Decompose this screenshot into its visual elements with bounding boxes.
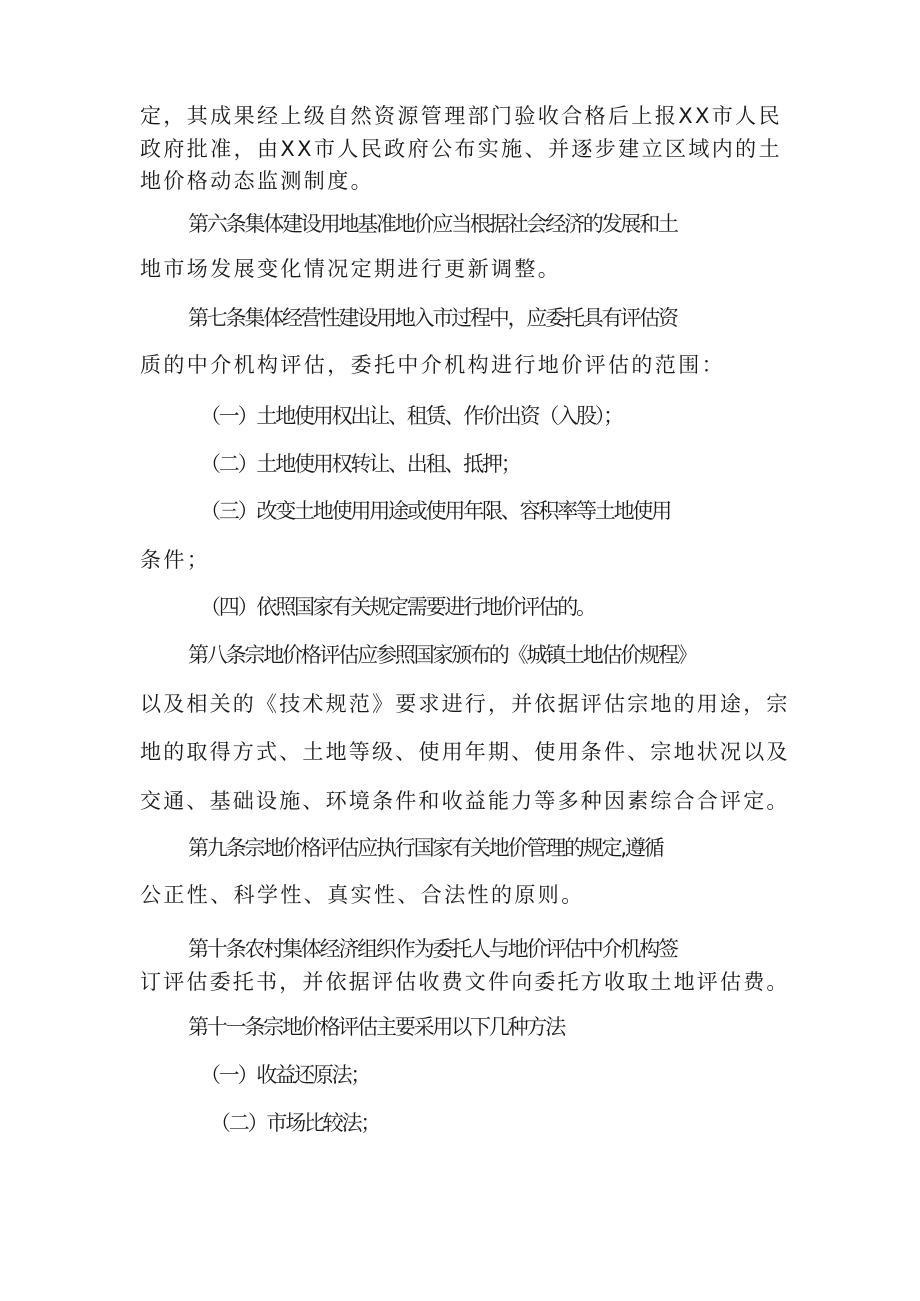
article-11-line: 第十一条宗地价格评估主要采用以下几种方法 [188, 1015, 564, 1039]
text-line: 地市场发展变化情况定期进行更新调整。 [140, 257, 562, 281]
text-line: 地的取得方式、土地等级、使用年期、使用条件、宗地状况以及 [140, 740, 790, 764]
list-item: （二）市场比较法； [210, 1111, 380, 1135]
list-item: （二）土地使用权转让、出租、抵押； [200, 452, 520, 476]
text-line: 政府批准，由XX市人民政府公布实施、并逐步建立区域内的土 [140, 137, 782, 161]
text-line: 地价格动态监测制度。 [140, 169, 374, 193]
text-line: 公正性、科学性、真实性、合法性的原则。 [140, 883, 585, 907]
list-item: （一）收益还原法； [200, 1063, 370, 1087]
text-line: 条件； [140, 548, 211, 572]
article-6-line: 第六条集体建设用地基准地价应当根据社会经济的发展和土 [188, 212, 677, 236]
article-7-line: 第七条集体经营性建设用地入市过程中，应委托具有评估资 [188, 306, 677, 330]
list-item: （一）土地使用权出让、租赁、作价出资（入股）； [200, 404, 622, 428]
article-9-line: 第九条宗地价格评估应执行国家有关地价管理的规定,遵循 [188, 836, 663, 860]
text-line: 交通、基础设施、环境条件和收益能力等多种因素综合合评定。 [140, 789, 790, 813]
list-item: （四）依照国家有关规定需要进行地价评估的。 [200, 595, 595, 619]
list-item: （三）改变土地使用用途或使用年限、容积率等土地使用 [200, 499, 670, 523]
text-line: 定，其成果经上级自然资源管理部门验收合格后上报XX市人民 [140, 104, 782, 128]
text-line: 质的中介机构评估，委托中介机构进行地价评估的范围： [140, 353, 725, 377]
text-line: 以及相关的《技术规范》要求进行，并依据评估宗地的用途，宗 [140, 692, 790, 716]
article-8-line: 第八条宗地价格评估应参照国家颁布的《城镇土地估价规程》 [188, 643, 696, 667]
text-line: 订评估委托书，并依据评估收费文件向委托方收取土地评估费。 [140, 970, 790, 994]
article-10-line: 第十条农村集体经济组织作为委托人与地价评估中介机构签 [188, 937, 677, 961]
